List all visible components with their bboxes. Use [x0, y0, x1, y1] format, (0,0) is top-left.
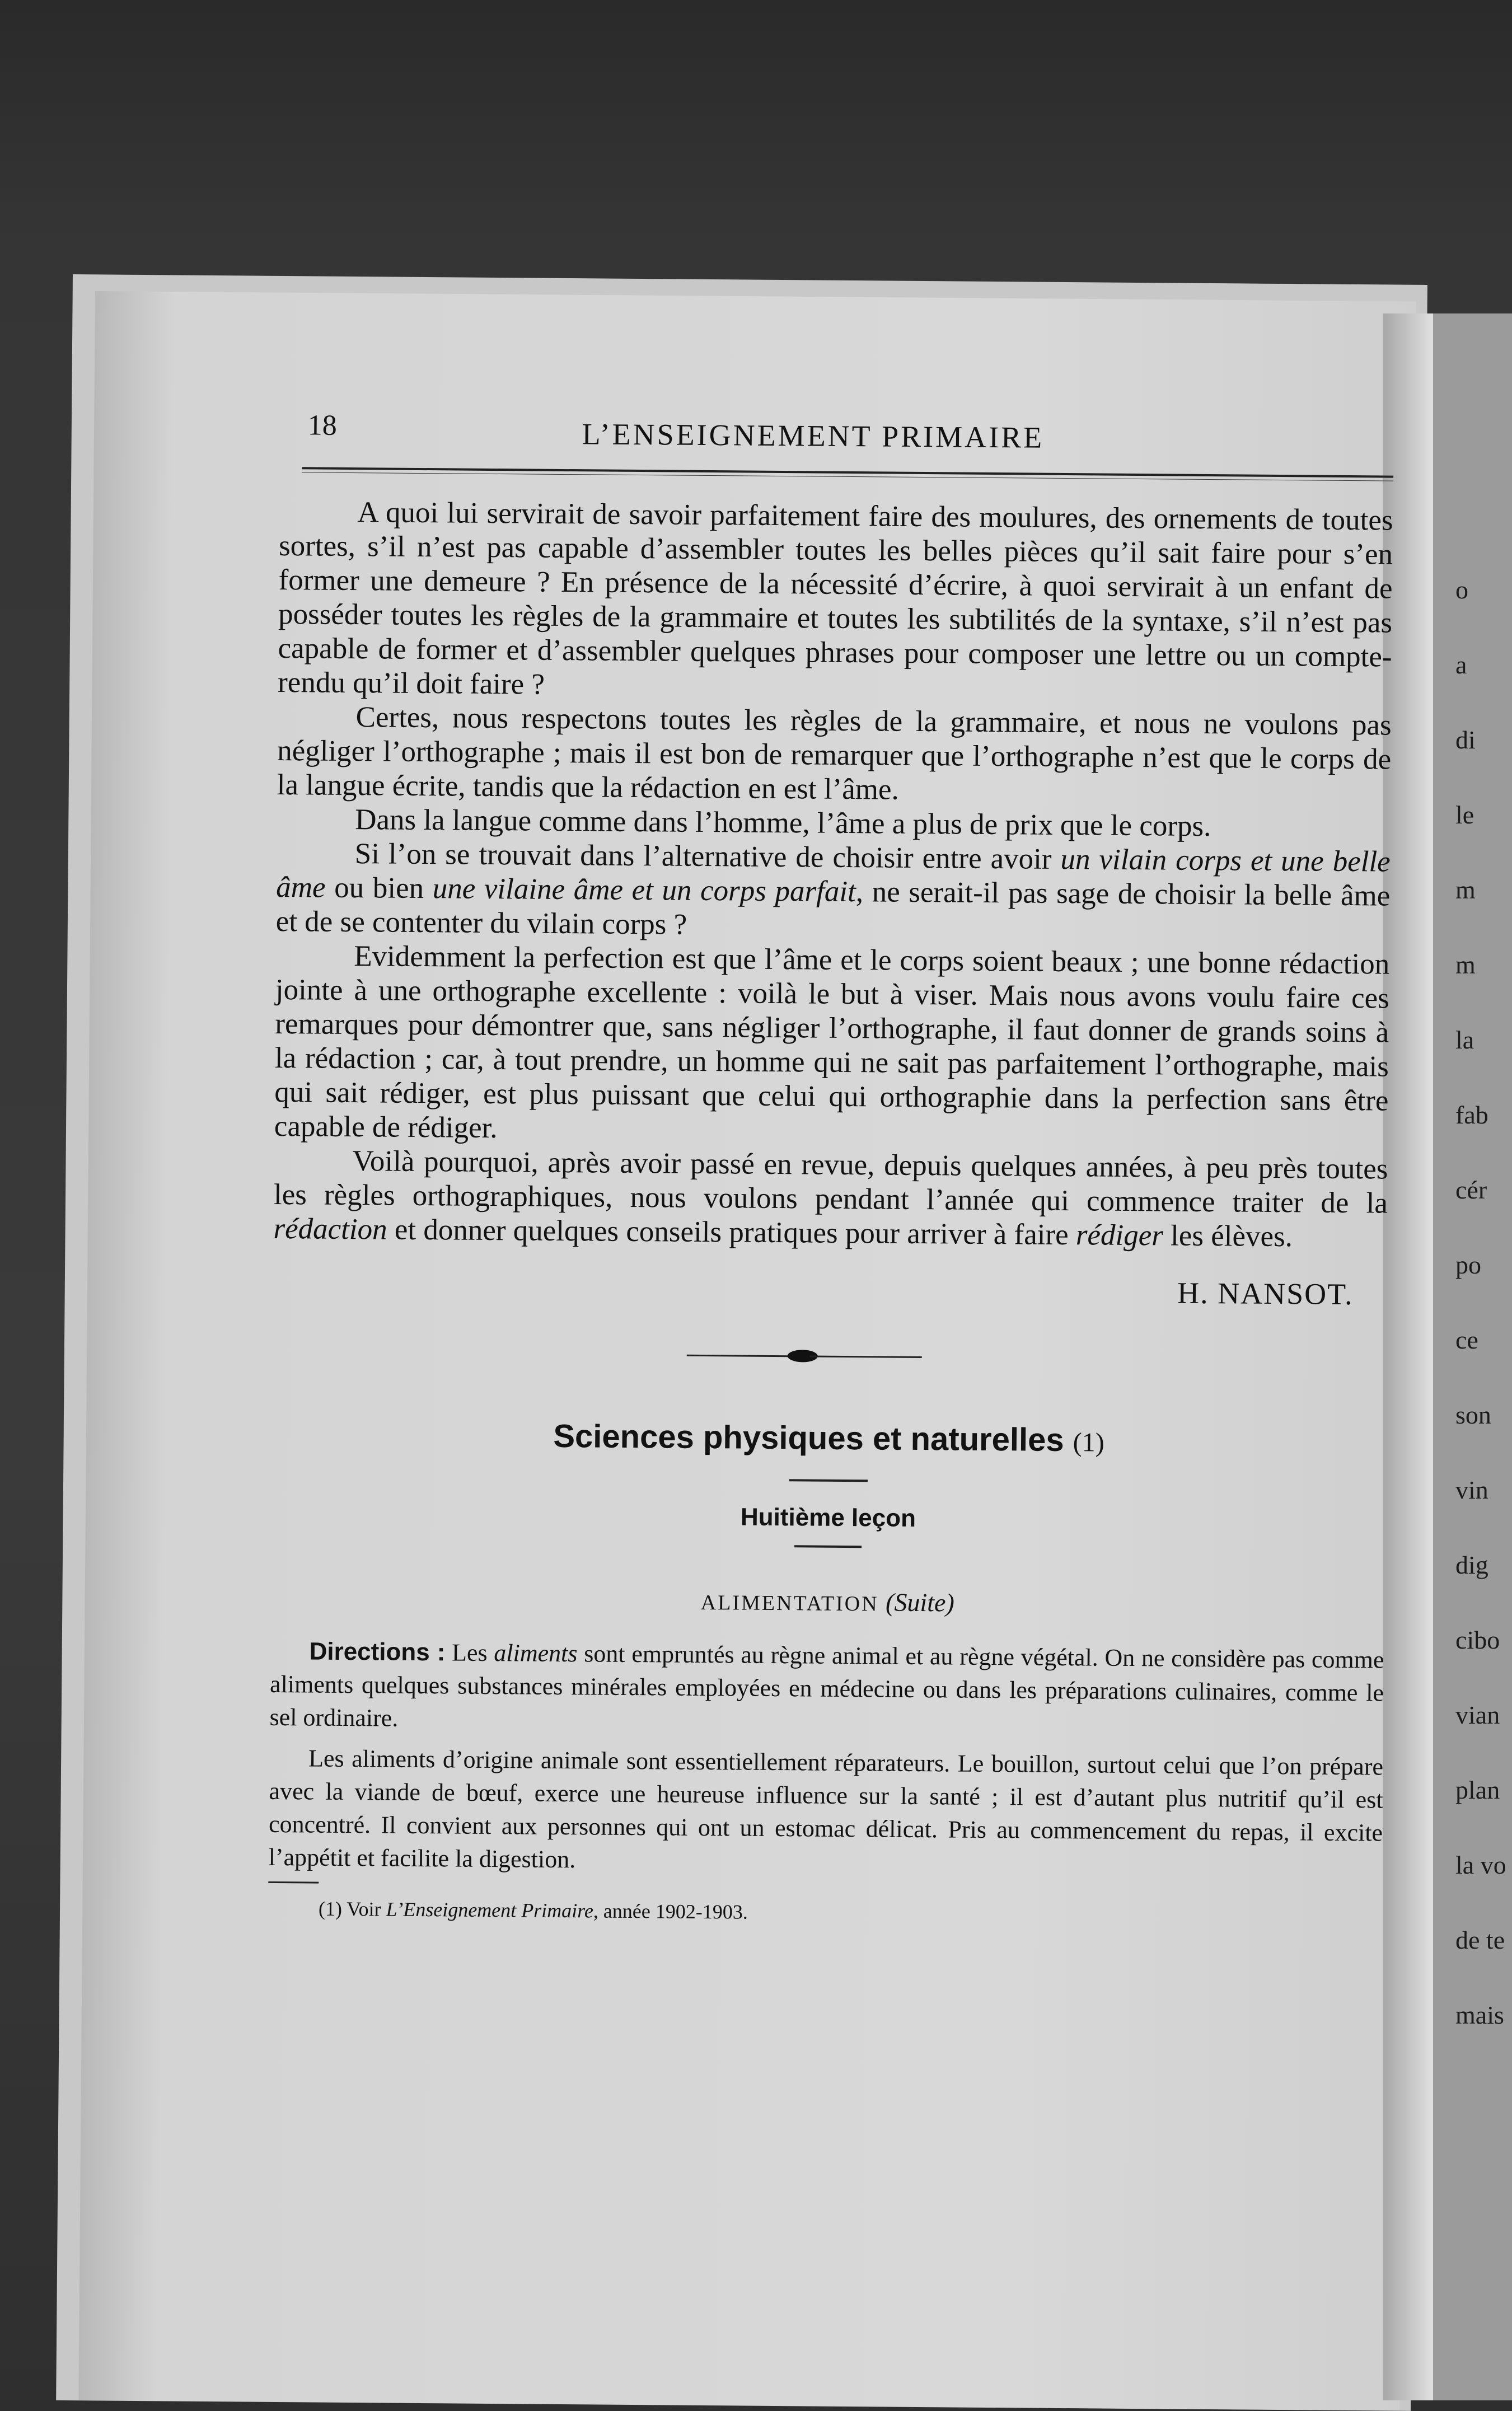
lesson-paragraph: Les aliments d’origine animale sont essentiellement réparateurs. Le bouillon, surtout celui que l’on prépare avec la viande de bœuf, exerce une heureuse influence sur la santé ; il est d’autant plus nutritif qu’il est concentré. Il convient aux personnes qui ont un estomac délicat. Pris au commencement du repas, il excite l’appétit et facilite la digestion. [268, 1744, 1384, 1874]
italic-run: un vilain corps et une belle âme [276, 842, 1391, 904]
facing-fragment: son [1455, 1401, 1491, 1429]
directions-label: Directions : [309, 1637, 446, 1666]
facing-fragment: cér [1455, 1176, 1487, 1204]
ornament-divider [272, 1331, 1387, 1385]
italic-run: rédaction [273, 1212, 387, 1246]
footnote-marker: (1) [1073, 1427, 1104, 1458]
journal-title: L’ENSEIGNEMENT PRIMAIRE [582, 417, 1045, 455]
text-run: ou bien [325, 871, 433, 905]
lesson-rule [794, 1545, 862, 1548]
article-paragraph [276, 836, 1391, 948]
text-run: les élèves. [1163, 1219, 1293, 1253]
article-paragraph: Certes, nous respectons toutes les règles de la grammaire, et nous ne voulons pas négliger l’orthographe ; mais il est bon de remarquer que l’orthographe n’est que le corps de la langue écrite, tandis que la rédaction en est l’âme. [277, 701, 1392, 806]
italic-run: aliments [494, 1639, 578, 1668]
facing-fragment: le [1455, 800, 1474, 829]
footnote-rule [268, 1881, 319, 1884]
section-title [271, 1415, 1385, 1462]
facing-fragment: la [1455, 1026, 1474, 1054]
facing-fragment: o [1455, 575, 1468, 604]
facing-page-text [1455, 571, 1512, 2071]
running-head [279, 409, 1394, 468]
facing-fragment: de te [1455, 1926, 1505, 1954]
article-paragraph [273, 1144, 1388, 1255]
ornament-line-right [810, 1355, 922, 1358]
section-title-text: Sciences physiques et naturelles [553, 1417, 1064, 1459]
header-rule [302, 467, 1393, 481]
topic-text: ALIMENTATION [700, 1590, 879, 1616]
topic-suffix: (Suite) [885, 1588, 955, 1617]
text-run: et donner quelques conseils pratiques pour arriver à faire [387, 1213, 1076, 1252]
italic-run: rédiger [1075, 1219, 1164, 1252]
text-run: sont empruntés au règne animal et au règne végétal. On ne considère pas comme aliments quelques substances minérales employées en médecine ou dans les préparations culinaires, comme le sel ordinaire. [269, 1640, 1384, 1732]
italic-run: une vilaine âme et un corps parfait [432, 872, 856, 909]
ornament-line-left [687, 1355, 799, 1357]
facing-fragment: mais [1455, 2001, 1504, 2029]
text-run: , ne serait-il pas sage de choisir la belle âme et de se contenter du vilain corps ? [275, 876, 1391, 941]
facing-fragment: ce [1455, 1326, 1478, 1354]
facing-fragment: vian [1455, 1701, 1500, 1729]
text-run: Les [445, 1638, 494, 1667]
directions-paragraph [269, 1635, 1384, 1743]
facing-fragment: a [1455, 650, 1467, 679]
author-signature: H. NANSOT. [1177, 1276, 1354, 1312]
italic-run: L’Enseignement Primaire [386, 1898, 594, 1922]
facing-fragment: dig [1455, 1551, 1488, 1579]
facing-fragment: la vo [1455, 1851, 1506, 1879]
facing-fragment: plan [1455, 1776, 1500, 1804]
page-number: 18 [307, 409, 337, 442]
text-run: (1) Voir [318, 1897, 386, 1921]
facing-fragment: di [1455, 725, 1476, 754]
text-run: Si l’on se trouvait dans l’alternative de choisir entre avoir [354, 837, 1061, 876]
article-paragraph: A quoi lui servirait de savoir parfaitement faire des moulures, des ornements de toutes sortes, s’il n’est pas capable d’assembler toutes les belles pièces qu’il sait faire pour s’en former une demeure ? En présence de la nécessité d’écrire, à quoi servirait à un enfant de posséder toutes les règles de la grammaire et toutes les subtilités de la syntaxe, s’il n’est pas capable de former et d’assembler quelques phrases pour composer une lettre ou un compte-rendu qu’il doit faire ? [277, 496, 1393, 701]
page-content [268, 409, 1394, 1929]
article-paragraph: Evidemment la perfection est que l’âme et le corps soient beaux ; une bonne rédaction jointe à une orthographe excellente : voilà le but à viser. Mais nous avons voulu faire ces remarques pour démontrer que, sans négliger l’orthographe, il faut donner de grands soins à la rédaction ; car, à tout prendre, un homme qui ne sait pas parfaitement l’orthographe, mais qui sait rédiger, est plus puissant que celui qui orthographie dans la perfection sans être capable de rédiger. [274, 940, 1390, 1145]
title-rule [789, 1479, 868, 1482]
facing-fragment: vin [1455, 1476, 1488, 1504]
facing-fragment: m [1455, 876, 1476, 904]
text-run: , année 1902-1903. [593, 1899, 748, 1923]
text-run: Voilà pourquoi, après avoir passé en revue, depuis quelques années, à peu près toutes les règles orthographiques, nous voulons pendant l’année qui commence traiter de la [273, 1145, 1388, 1220]
facing-fragment: fab [1455, 1101, 1488, 1129]
topic-heading [270, 1583, 1384, 1621]
lesson-title: Huitième leçon [740, 1503, 916, 1532]
article-paragraph: Dans la langue comme dans l’homme, l’âme a plus de prix que le corps. [355, 803, 1211, 843]
facing-fragment: po [1455, 1251, 1481, 1279]
facing-fragment: cibo [1455, 1626, 1500, 1654]
facing-fragment: m [1455, 951, 1476, 979]
